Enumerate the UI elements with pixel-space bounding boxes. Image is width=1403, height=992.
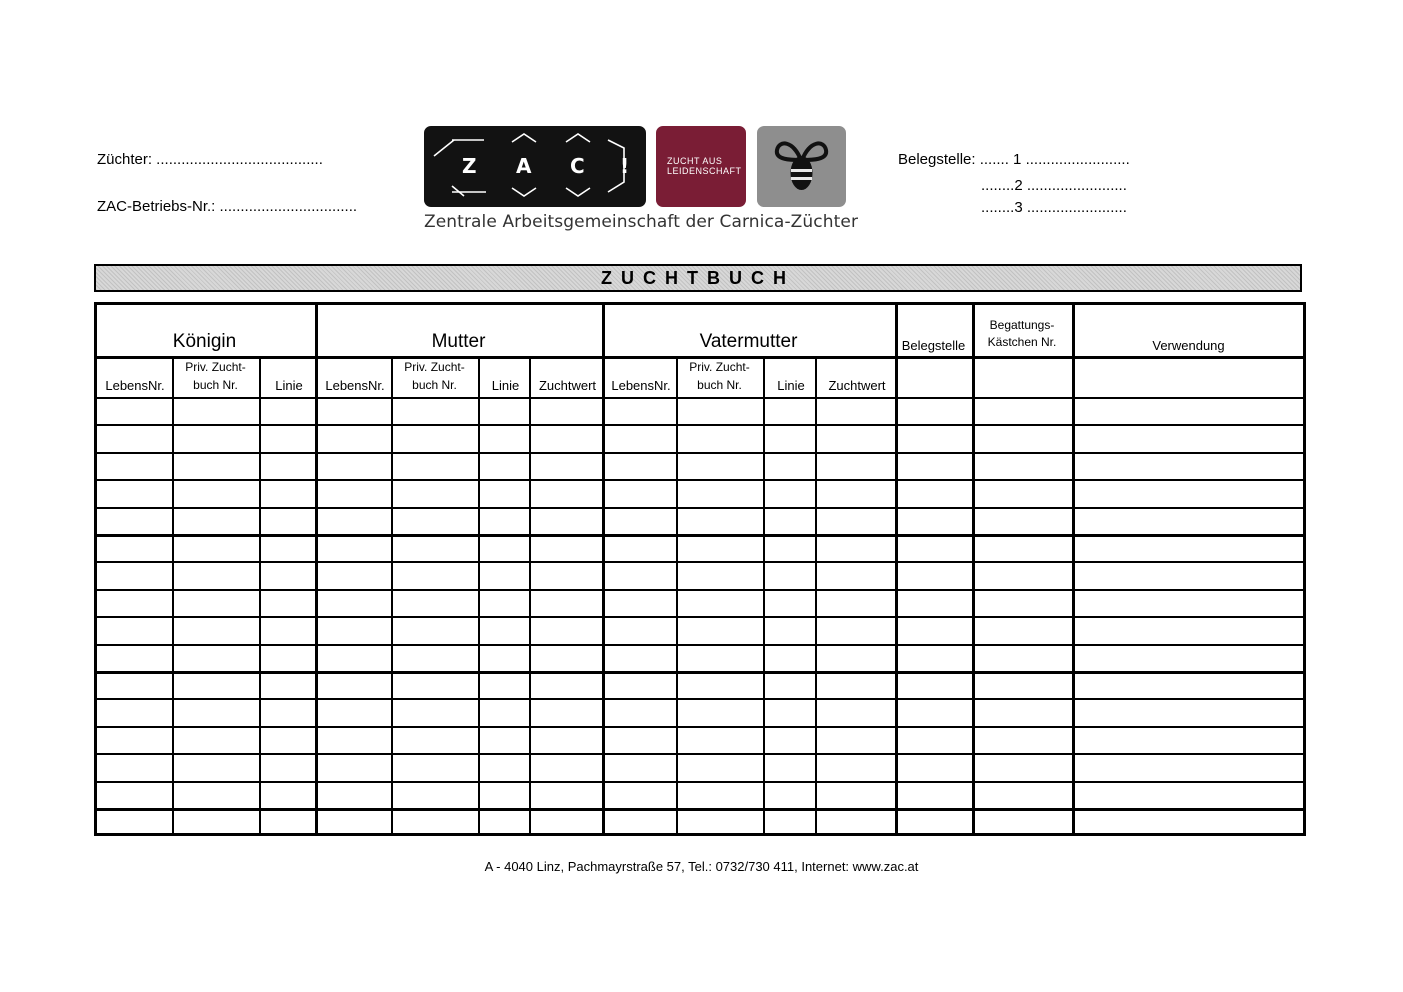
page-title: ZUCHTBUCH xyxy=(94,264,1302,292)
logo-letter-c: C xyxy=(570,154,585,178)
hexagon-lines-icon xyxy=(424,126,646,207)
table-row-line xyxy=(94,424,1305,426)
belegstelle-field-3: ........3 ........................ xyxy=(981,199,1127,216)
group-belegstelle-label: Belegstelle xyxy=(901,338,966,353)
group-header-bottom xyxy=(94,356,1305,359)
grid-minor-line-3 xyxy=(478,357,480,836)
grid-minor-line-1 xyxy=(259,357,261,836)
grid-top-border xyxy=(94,302,1305,305)
grid-minor-line-7 xyxy=(815,357,817,836)
zac-logo xyxy=(424,126,646,207)
table-row-line xyxy=(94,616,1305,618)
table-row-line xyxy=(94,644,1305,646)
mutter-priv-label-2: buch Nr. xyxy=(412,378,457,392)
grid-minor-line-5 xyxy=(676,357,678,836)
table-row-line xyxy=(94,671,1305,674)
table-row-line xyxy=(94,561,1305,563)
vatermutter-zuchtwert-label: Zuchtwert xyxy=(828,378,886,393)
koenigin-priv-label-2: buch Nr. xyxy=(193,378,238,392)
vatermutter-priv-label-1: Priv. Zucht- xyxy=(689,360,750,374)
tagline-line-1: ZUCHT AUS xyxy=(667,156,723,166)
mutter-linie-label: Linie xyxy=(491,378,520,393)
grid-minor-line-4 xyxy=(529,357,531,836)
grid-minor-line-6 xyxy=(763,357,765,836)
tagline-text xyxy=(667,156,742,176)
betrieb-nr-field: ZAC-Betriebs-Nr.: ................................. xyxy=(97,198,358,215)
mutter-priv-label-1: Priv. Zucht- xyxy=(404,360,465,374)
table-row-line xyxy=(94,452,1305,454)
group-verwendung-label: Verwendung xyxy=(1152,338,1225,353)
bee-icon xyxy=(757,126,846,207)
tagline-line-2: LEIDENSCHAFT xyxy=(667,166,742,176)
breeder-field: Züchter: ........................................ xyxy=(97,151,323,168)
grid-minor-line-2 xyxy=(391,357,393,836)
bee-logo xyxy=(757,126,846,207)
belegstelle-field-1: Belegstelle: ....... 1 ......................... xyxy=(898,151,1130,168)
logo-caption: Zentrale Arbeitsgemeinschaft der Carnica-Züchter xyxy=(424,212,859,232)
vatermutter-lebensnr-label: LebensNr. xyxy=(611,378,671,393)
grid-major-line-5 xyxy=(1072,302,1075,836)
group-vatermutter-label: Vatermutter xyxy=(699,331,798,352)
table-row-line xyxy=(94,726,1305,728)
logo-letter-a: A xyxy=(516,154,532,178)
table-row-line xyxy=(94,808,1305,811)
koenigin-lebensnr-label: LebensNr. xyxy=(105,378,165,393)
group-begattung-label-1: Begattungs- xyxy=(989,318,1055,332)
koenigin-linie-label: Linie xyxy=(275,378,303,393)
group-koenigin-label: Königin xyxy=(172,331,237,352)
tagline-logo xyxy=(656,126,746,207)
grid-major-line-4 xyxy=(972,302,975,836)
vatermutter-priv-label-2: buch Nr. xyxy=(697,378,742,392)
zuchtbuch-table xyxy=(94,302,1305,836)
koenigin-priv-label-1: Priv. Zucht- xyxy=(185,360,246,374)
table-row-line xyxy=(94,833,1305,836)
table-row-line xyxy=(94,534,1305,537)
group-begattung-label-2: Kästchen Nr. xyxy=(987,335,1057,349)
table-row-line xyxy=(94,753,1305,755)
table-row-line xyxy=(94,781,1305,783)
logo-letter-exclaim: ! xyxy=(620,154,630,178)
mutter-zuchtwert-label: Zuchtwert xyxy=(538,378,597,393)
grid-minor-line-0 xyxy=(172,357,174,836)
vatermutter-linie-label: Linie xyxy=(777,378,805,393)
mutter-lebensnr-label: LebensNr. xyxy=(325,378,385,393)
table-row-line xyxy=(94,589,1305,591)
sub-header-bottom xyxy=(94,397,1305,399)
belegstelle-field-2: ........2 ........................ xyxy=(981,177,1127,194)
footer-address: A - 4040 Linz, Pachmayrstraße 57, Tel.: 0732/730 411, Internet: www.zac.at xyxy=(484,859,919,874)
logo-letter-z: Z xyxy=(462,154,477,178)
table-row-line xyxy=(94,479,1305,481)
table-row-line xyxy=(94,698,1305,700)
table-row-line xyxy=(94,507,1305,509)
grid-major-line-6 xyxy=(1303,302,1306,836)
group-mutter-label: Mutter xyxy=(431,331,486,352)
